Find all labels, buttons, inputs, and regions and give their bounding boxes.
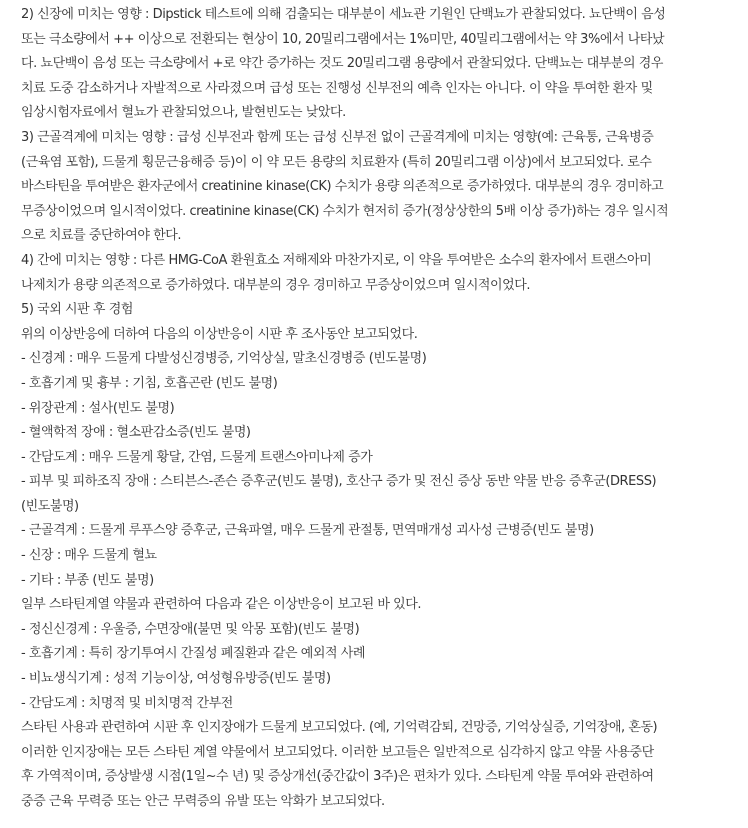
text-line: 위의 이상반응에 더하여 다음의 이상반응이 시판 후 조사동안 보고되었다.	[21, 326, 418, 342]
text-line: 바스타틴을 투여받은 환자군에서 creatinine kinase(CK) 수치가 용량 의존적으로 증가하였다. 대부분의 경우 경미하고	[21, 179, 664, 195]
text-line: 3) 근골격계에 미치는 영향 : 급성 신부전과 함께 또는 급성 신부전 없이 근골격계에 미치는 영향(예: 근육통, 근육병증	[21, 129, 654, 145]
list-item: - 비뇨생식기계 : 성적 기능이상, 여성형유방증(빈도 불명)	[21, 671, 331, 687]
text-line: 2) 신장에 미치는 영향 : Dipstick 테스트에 의해 검출되는 대부분이 세뇨관 기원인 단백뇨가 관찰되었다. 뇨단백이 음성	[21, 7, 666, 22]
list-item-continuation: (빈도불명)	[21, 498, 79, 514]
list-item: - 간담도계 : 치명적 및 비치명적 간부전	[21, 695, 233, 711]
section-heading: 5) 국외 시판 후 경험	[21, 302, 133, 318]
list-item: - 호흡기계 및 흉부 : 기침, 호흡곤란 (빈도 불명)	[21, 375, 278, 391]
list-item: - 기타 : 부종 (빈도 불명)	[21, 572, 154, 588]
text-line: 임상시험자료에서 혈뇨가 관찰되었으나, 발현빈도는 낮았다.	[21, 105, 346, 121]
list-item: - 위장관계 : 설사(빈도 불명)	[21, 400, 175, 416]
text-line: 일부 스타틴계열 약물과 관련하여 다음과 같은 이상반응이 보고된 바 있다.	[21, 597, 422, 613]
list-item: - 호흡기계 : 특히 장기투여시 간질성 폐질환과 같은 예외적 사례	[21, 646, 366, 662]
text-line: 다. 뇨단백이 음성 또는 극소량에서 +로 약간 증가하는 것도 20밀리그램 용량에서 관찰되었다. 단백뇨는 대부분의 경우	[21, 56, 663, 72]
list-item: - 근골격계 : 드물게 루푸스양 증후군, 근육파열, 매우 드물게 관절통, 면역매개성 괴사성 근병증(빈도 불명)	[21, 523, 594, 539]
text-line: 4) 간에 미치는 영향 : 다른 HMG-CoA 환원효소 저해제와 마찬가지로, 이 약을 투여받은 소수의 환자에서 트랜스아미	[21, 252, 652, 268]
text-line: 치료 도중 감소하거나 자발적으로 사라졌으며 급성 또는 진행성 신부전의 예측 인자는 아니다. 이 약을 투여한 환자 및	[21, 80, 653, 96]
text-line: 중증 근육 무력증 또는 안근 무력증의 유발 또는 악화가 보고되었다.	[21, 794, 385, 809]
text-line: 으로 치료를 중단하여야 한다.	[21, 228, 182, 244]
list-item: - 신경계 : 매우 드물게 다발성신경병증, 기억상실, 말초신경병증 (빈도불명)	[21, 351, 427, 367]
text-line: (근육염 포함), 드물게 횡문근융해증 등)이 이 약 모든 용량의 치료환자 (특히 20밀리그램 이상)에서 보고되었다. 로수	[21, 154, 652, 170]
text-line: 무증상이었으며 일시적이었다. creatinine kinase(CK) 수치가 현저히 증가(정상상한의 5배 이상 증가)하는 경우 일시적	[21, 203, 669, 219]
text-line: 나제치가 용량 의존적으로 증가하였다. 대부분의 경우 경미하고 무증상이었으며 일시적이었다.	[21, 277, 531, 293]
text-line: 또는 극소량에서 ++ 이상으로 전환되는 현상이 10, 20밀리그램에서는 1%미만, 40밀리그램에서는 약 3%에서 나타났	[21, 31, 665, 47]
list-item: - 정신신경계 : 우울증, 수면장애(불면 및 악몽 포함)(빈도 불명)	[21, 621, 360, 637]
list-item: - 피부 및 피하조직 장애 : 스티븐스-존슨 증후군(빈도 불명), 호산구 증가 및 전신 증상 동반 약물 반응 증후군(DRESS)	[21, 474, 657, 490]
text-line: 후 가역적이며, 증상발생 시점(1일~수 년) 및 증상개선(중간값이 3주)은 편차가 있다. 스타틴계 약물 투여와 관련하여	[21, 769, 654, 785]
text-line: 스타틴 사용과 관련하여 시판 후 인지장애가 드물게 보고되었다. (예, 기억력감퇴, 건망증, 기억상실증, 기억장애, 혼동)	[21, 720, 658, 736]
list-item: - 혈액학적 장애 : 혈소판감소증(빈도 불명)	[21, 425, 251, 441]
list-item: - 신장 : 매우 드물게 혈뇨	[21, 548, 157, 564]
text-line: 이러한 인지장애는 모든 스타틴 계열 약물에서 보고되었다. 이러한 보고들은 일반적으로 심각하지 않고 약물 사용중단	[21, 744, 654, 760]
list-item: - 간담도계 : 매우 드물게 황달, 간염, 드물게 트랜스아미나제 증가	[21, 449, 373, 465]
